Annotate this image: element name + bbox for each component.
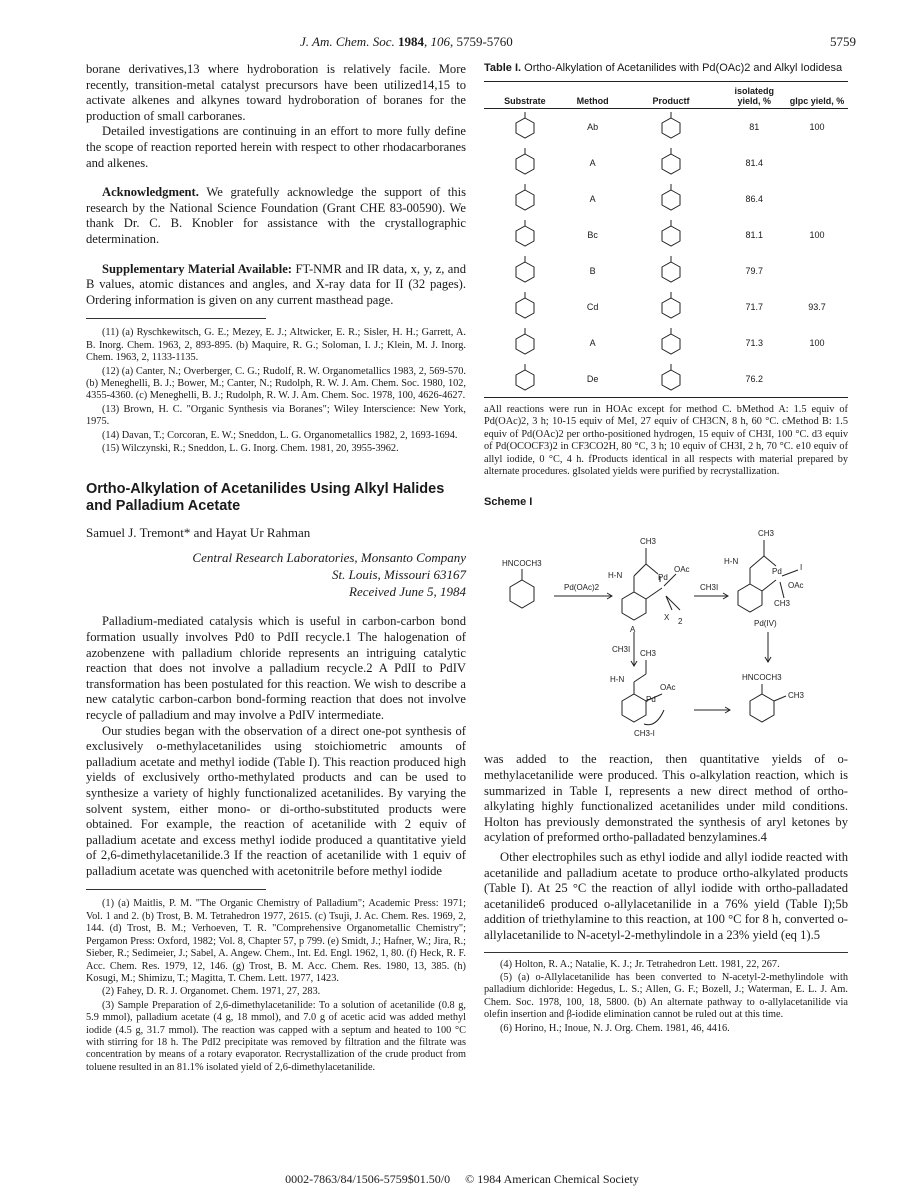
bond	[666, 596, 672, 610]
table-header-cell: glpc yield, %	[786, 82, 848, 109]
affiliation	[86, 549, 466, 600]
reference-item: (15) Wilczynski, R.; Sneddon, L. G. Inorg. Chem. 1981, 20, 3955-3962.	[102, 442, 399, 454]
scheme-label: CH3	[788, 691, 805, 701]
bond	[780, 582, 784, 598]
glpc-yield-cell	[786, 253, 848, 289]
substrate-structure	[484, 325, 566, 361]
scheme-label: I	[800, 563, 803, 573]
body-paragraph: Our studies began with the observation of a direct one-pot synthesis of exclusively o-methylacetanilides using stoichiometric amounts of palladium acetate and methyl iodide (Table I). This reaction produced high yields of exclusively ortho-methylated products and can be used to synthesize a variety of highly functionalized acetanilides. By varying the solvent system, either mono- or di-ortho-substituted products were obtained. For example, the reaction of acetanilide with 2 equiv of palladium acetate and excess methyl iodide produced a quantitative yield of 2,6-dimethylacetanilide.3 If the reaction of acetanilide with 1 equiv of palladium acetate was quenched with acetonitrile before methyl iodide	[86, 723, 466, 878]
reference-item: (2) Fahey, D. R. J. Organomet. Chem. 1971, 27, 283.	[102, 986, 321, 998]
ack-label: Acknowledgment.	[102, 185, 199, 200]
reference-item: (12) (a) Canter, N.; Overberger, C. G.; Rudolf, R. W. Organometallics 1983, 2, 569-570. (b) Meneghelli, B. J.; Bower, M.; Canter, N.; Rudolph, R. W. J. Am. Chem. Soc. 1980, 102, 4355-4360. (c) Meneghelli, B. J.; Rudolph, R. W. J. Am. Chem. Soc. 1978, 100, 4626-4627.	[86, 365, 466, 402]
glpc-yield-cell	[786, 361, 848, 398]
substrate-structure	[484, 361, 566, 398]
reference-item: (6) Horino, H.; Inoue, N. J. Org. Chem. 1981, 46, 4416.	[500, 1022, 730, 1034]
product-structure	[620, 325, 723, 361]
table-row	[484, 325, 848, 361]
table-row	[484, 181, 848, 217]
references-top	[86, 327, 466, 455]
scheme-label: CH3	[758, 529, 775, 539]
glpc-yield-cell: 100	[809, 338, 825, 348]
method-cell: A	[589, 338, 596, 348]
footer-code: 0002-7863/84/1506-5759$01.50/0	[285, 1172, 451, 1186]
scheme-label: HNCOCH3	[742, 673, 782, 683]
benzene-ring	[510, 580, 534, 608]
bond	[644, 710, 664, 725]
journal-year: 1984	[397, 34, 424, 49]
scheme-diagram	[484, 514, 848, 746]
journal-name: J. Am. Chem. Soc.	[300, 34, 395, 49]
table-row	[484, 145, 848, 181]
benzene-ring	[750, 694, 774, 722]
ack-text: We gratefully acknowledge the support of this research by the National Science Foundation (Grant CHE 83-00590). We thank Dr. C. B. Knobler for assistance with the crystallographic determination.	[86, 185, 466, 246]
scheme-label: Pd	[772, 567, 782, 577]
isolated-yield-cell: 81.4	[745, 158, 764, 168]
benzene-ring	[738, 584, 762, 612]
journal-citation: J. Am. Chem. Soc. 1984, 106, 5759-5760	[300, 34, 513, 49]
isolated-yield-cell: 71.7	[745, 302, 764, 312]
supp-label: Supplementary Material Available:	[102, 261, 292, 276]
scheme-label: H-N	[724, 557, 739, 567]
running-header	[0, 34, 924, 54]
bond	[646, 588, 662, 599]
reference-item: (5) (a) o-Allylacetanilide has been converted to N-acetyl-2-methylindole with palladium dichloride: Hegedus, L. S.; Allen, G. F.; Bozell, J.; Waterman, E. L. J. Am. Chem. Soc. 1978, 100, 18, 5800. (b) An alternate pathway to o-allylacetanilide via olefin insertion and β-iodide elimination cannot be ruled out at this time.	[484, 971, 848, 1021]
isolated-yield-cell: 79.7	[745, 266, 764, 276]
scheme-label: H-N	[610, 675, 625, 685]
method-cell: Ab	[587, 122, 599, 132]
benzene-ring	[622, 592, 646, 620]
table-row	[484, 361, 848, 398]
table-header-row	[484, 82, 848, 109]
method-cell: Cd	[586, 302, 599, 312]
scheme-label: Pd	[646, 695, 656, 705]
footer-copyright: © 1984 American Chemical Society	[465, 1172, 639, 1186]
detail-paragraph: Detailed investigations are continuing in an effort to more fully define the scope of reaction reported herein with respect to other rhodacarboranes and alkenes.	[86, 124, 466, 170]
bond	[634, 674, 646, 682]
reference-item: (11) (a) Ryschkewitsch, G. E.; Mezey, E. J.; Altwicker, E. R.; Sisler, H. H.; Garrett, A. B. Inorg. Chem. 1963, 2, 893-895. (b) Maquire, R. G.; Soloman, I. J.; Klein, M. J. Inorg. Chem. 1963, 2, 1133-1135.	[86, 327, 466, 364]
affiliation-line: St. Louis, Missouri 63167	[332, 567, 466, 583]
right-column	[484, 62, 848, 1036]
scheme-title: Scheme I	[484, 496, 533, 509]
glpc-yield-cell	[786, 181, 848, 217]
reference-item: (13) Brown, H. C. "Organic Synthesis via Boranes"; Wiley Interscience: New York, 1975.	[86, 403, 466, 428]
scheme-label: OAc	[788, 581, 804, 591]
table-header-cell: Productf	[620, 82, 723, 109]
substrate-structure	[484, 109, 566, 146]
method-cell: A	[589, 158, 596, 168]
method-cell: Bc	[587, 230, 598, 240]
substrate-structure	[484, 217, 566, 253]
method-cell: A	[589, 194, 596, 204]
table-header-cell: isolatedg yield, %	[723, 82, 787, 109]
reference-item: (3) Sample Preparation of 2,6-dimethylacetanilide: To a solution of acetanilide (0.8 g, 5.9 mmol), palladium acetate (4 g, 18 mmol), and 7.0 g of acetic acid was added methyl iodide (4.5 g, 31.7 mmol). The reaction was capped with a septum and heated to 100 °C with stirring for 18 h. The PdI2 precipitate was removed by filtration and the filtrate was concentration by means of a rotary evaporator. Recrystallization of the crude product from toluene resulted in an 81.1% isolated yield of 2,6-dimethylacetanilide.	[86, 999, 466, 1073]
article-title: Ortho-Alkylation of Acetanilides Using Alkyl Halides and Palladium Acetate	[86, 481, 445, 515]
isolated-yield-cell: 71.3	[745, 338, 764, 348]
scheme-label: OAc	[660, 683, 676, 693]
footnote-divider	[86, 318, 266, 319]
table-caption-label: Table I.	[484, 62, 522, 74]
bond	[774, 696, 786, 701]
scheme-label: CH3-I	[634, 729, 655, 739]
table-ortho-alkylation	[484, 81, 848, 398]
product-structure	[620, 145, 723, 181]
substrate-structure	[484, 289, 566, 325]
reference-item: (1) (a) Maitlis, P. M. "The Organic Chemistry of Palladium"; Academic Press: 1971; Vol. 1 and 2. (b) Trost, B. M. Tetrahedron 1977, 2615. (c) Tsuji, J. Ac. Chem. Res. 1969, 2, 144. (d) Trost, B. M.; Verhoeven, T. R. "Comprehensive Organometallic Chemistry"; Pergamon Press: Oxford, 1982; Vol. 8, Chapter 57, p 799. (e) Smidt, J.; Hafner, W.; Jira, R.; Sieber, R.; Sedimeier, J.; Sabel, A. Angew. Chem., Int. Ed. Engl. 1962, 1, 80. (f) Heck, R. F. Acc. Chem. Res. 1979, 12, 146. (g) Trost, B. M. Acc. Chem. Res. 1980, 13, 385. (h) Kosugi, M.; Shimizu, T.; Magitta, T. Chem. Lett. 1977, 1423.	[86, 898, 466, 984]
isolated-yield-cell: 81.1	[745, 230, 764, 240]
product-structure	[620, 289, 723, 325]
scheme-label: 2	[678, 617, 683, 627]
scheme-label: CH3	[640, 537, 657, 547]
references-bottom	[86, 898, 466, 1074]
product-structure	[620, 361, 723, 398]
substrate-structure	[484, 181, 566, 217]
footnote-divider	[86, 889, 266, 890]
journal-pages: 5759-5760	[456, 34, 513, 49]
supplementary	[86, 262, 466, 309]
benzene-ring	[622, 694, 646, 722]
substrate-structure	[484, 145, 566, 181]
scheme-label: CH3	[774, 599, 791, 609]
scheme-label: OAc	[674, 565, 690, 575]
received-date: Received June 5, 1984	[349, 584, 466, 600]
isolated-yield-cell: 76.2	[723, 361, 787, 398]
body-paragraph: was added to the reaction, then quantitative yields of o-methylacetanilide were produced. This o-alkylation reaction, which is summarized in Table I, represents a new direct method of ortho-alkylating highly functionalized acetanilides under mild conditions. Holton has previously demonstrated the synthesis of aryl ketones by acylation of preformed ortho-palladated benzylamines.4	[484, 752, 848, 845]
body-paragraph: Other electrophiles such as ethyl iodide and allyl iodide reacted with acetanilide and palladium acetate to produce ortho-alkylated products (Table I). At 25 °C the reaction of allyl iodide with ortho-palladated acetanilide6 produced o-allylacetanilide in a 76% yield (Table I);5b addition of triethylamine to this reaction, at 100 °C for 8 h, converted o-allylacetanilide to N-acetyl-2-methylindole in a 23% yield (eq 1).5	[484, 850, 848, 942]
glpc-yield-cell: 100	[809, 122, 825, 132]
supp-text: FT-NMR and IR data, x, y, z, and B values, atomic distances and angles, and X-ray data for II (32 pages). Ordering information is given on any current masthead page.	[86, 261, 466, 307]
body-paragraph: Palladium-mediated catalysis which is useful in carbon-carbon bond formation usually involves Pd0 to PdII recycle.1 The halogenation of azobenzene with palladium chloride represents an intriguing catalytic reaction that does not involve a palladium recycle.2 A PdII to PdIV transformation has been postulated for this reaction. We wish to describe a new catalytic carbon-carbon bond-forming reaction that does not involve recycle of palladium and may involve a PdIV intermediate.	[86, 614, 466, 722]
table-row	[484, 253, 848, 289]
table-footnote: aAll reactions were run in HOAc except for method C. bMethod A: 1.5 equiv of Pd(OAc)2, 3 h; 10-15 equiv of MeI, 27 equiv of CH3CN, 8 h, 60 °C. cMethod B: 1.5 equiv of Pd(OAc)2 per ortho-positioned hydrogen, 15 equiv of CH3I, 100 °C. d3 equiv of Pd(OCOCF3)2 in CF3CO2H, 80 °C, 3 h; 10 equiv of CH3I, 2 h, 70 °C. e10 equiv of allyl iodide, 0 °C, 4 h. fProducts identical in all respects with material prepared by alternate procedures. gIsolated yields were purified by recrystallization.	[484, 404, 848, 478]
isolated-yield-cell: 81	[749, 122, 760, 132]
table-caption-text: Ortho-Alkylation of Acetanilides with Pd(OAc)2 and Alkyl Iodidesa	[524, 62, 843, 74]
product-structure	[620, 109, 723, 146]
substrate-structure	[484, 253, 566, 289]
isolated-yield-cell: 86.4	[745, 194, 764, 204]
table-row	[484, 109, 848, 146]
journal-volume: 106	[430, 34, 450, 49]
left-column	[86, 62, 466, 1075]
footnote-divider	[484, 952, 848, 953]
bond	[634, 564, 646, 576]
scheme-reagent: CH3I	[700, 583, 719, 593]
product-structure	[620, 181, 723, 217]
glpc-yield-cell	[786, 145, 848, 181]
page-number: 5759	[830, 34, 856, 49]
glpc-yield-cell: 93.7	[808, 302, 826, 312]
reference-item: (14) Davan, T.; Corcoran, E. W.; Sneddon, L. G. Organometallics 1982, 2, 1693-1694.	[102, 429, 458, 441]
scheme-label: A	[630, 625, 636, 635]
bond	[782, 570, 798, 576]
product-structure	[620, 217, 723, 253]
scheme-reagent: Pd(OAc)2	[564, 583, 600, 593]
table-row	[484, 217, 848, 253]
scheme-label: Pd(IV)	[754, 619, 777, 629]
scheme-reagent: CH3I	[612, 645, 631, 655]
table-header-cell: Method	[566, 82, 620, 109]
glpc-yield-cell: 100	[809, 230, 825, 240]
scheme-label: H-N	[608, 571, 623, 581]
method-cell: B	[589, 266, 596, 276]
product-structure	[620, 253, 723, 289]
references-right	[484, 959, 848, 1035]
table-header-cell: Substrate	[484, 82, 566, 109]
scheme-label: CH3	[640, 649, 657, 659]
bond	[762, 580, 776, 591]
intro-paragraph: borane derivatives,13 where hydroboration is relatively facile. More recently, transition-metal catalyst precursors have been utilized14,15 to activate alkenes and alkynes toward hydroboration of boranes for the production of small carboranes.	[86, 62, 466, 123]
method-cell: De	[566, 361, 620, 398]
bond	[666, 596, 680, 610]
scheme-label: X	[664, 613, 670, 623]
bond	[646, 564, 658, 574]
authors: Samuel J. Tremont* and Hayat Ur Rahman	[86, 525, 311, 541]
scheme-label: HNCOCH3	[502, 559, 542, 569]
reference-item: (4) Holton, R. A.; Natalie, K. J.; Jr. Tetrahedron Lett. 1981, 22, 267.	[500, 958, 780, 970]
acknowledgment	[86, 185, 466, 247]
bond	[750, 556, 764, 568]
page-footer	[0, 1172, 924, 1187]
table-row	[484, 289, 848, 325]
affiliation-line: Central Research Laboratories, Monsanto Company	[192, 550, 466, 566]
bond	[764, 556, 776, 566]
scheme-label: Pd	[658, 573, 668, 583]
table-caption	[484, 62, 848, 75]
